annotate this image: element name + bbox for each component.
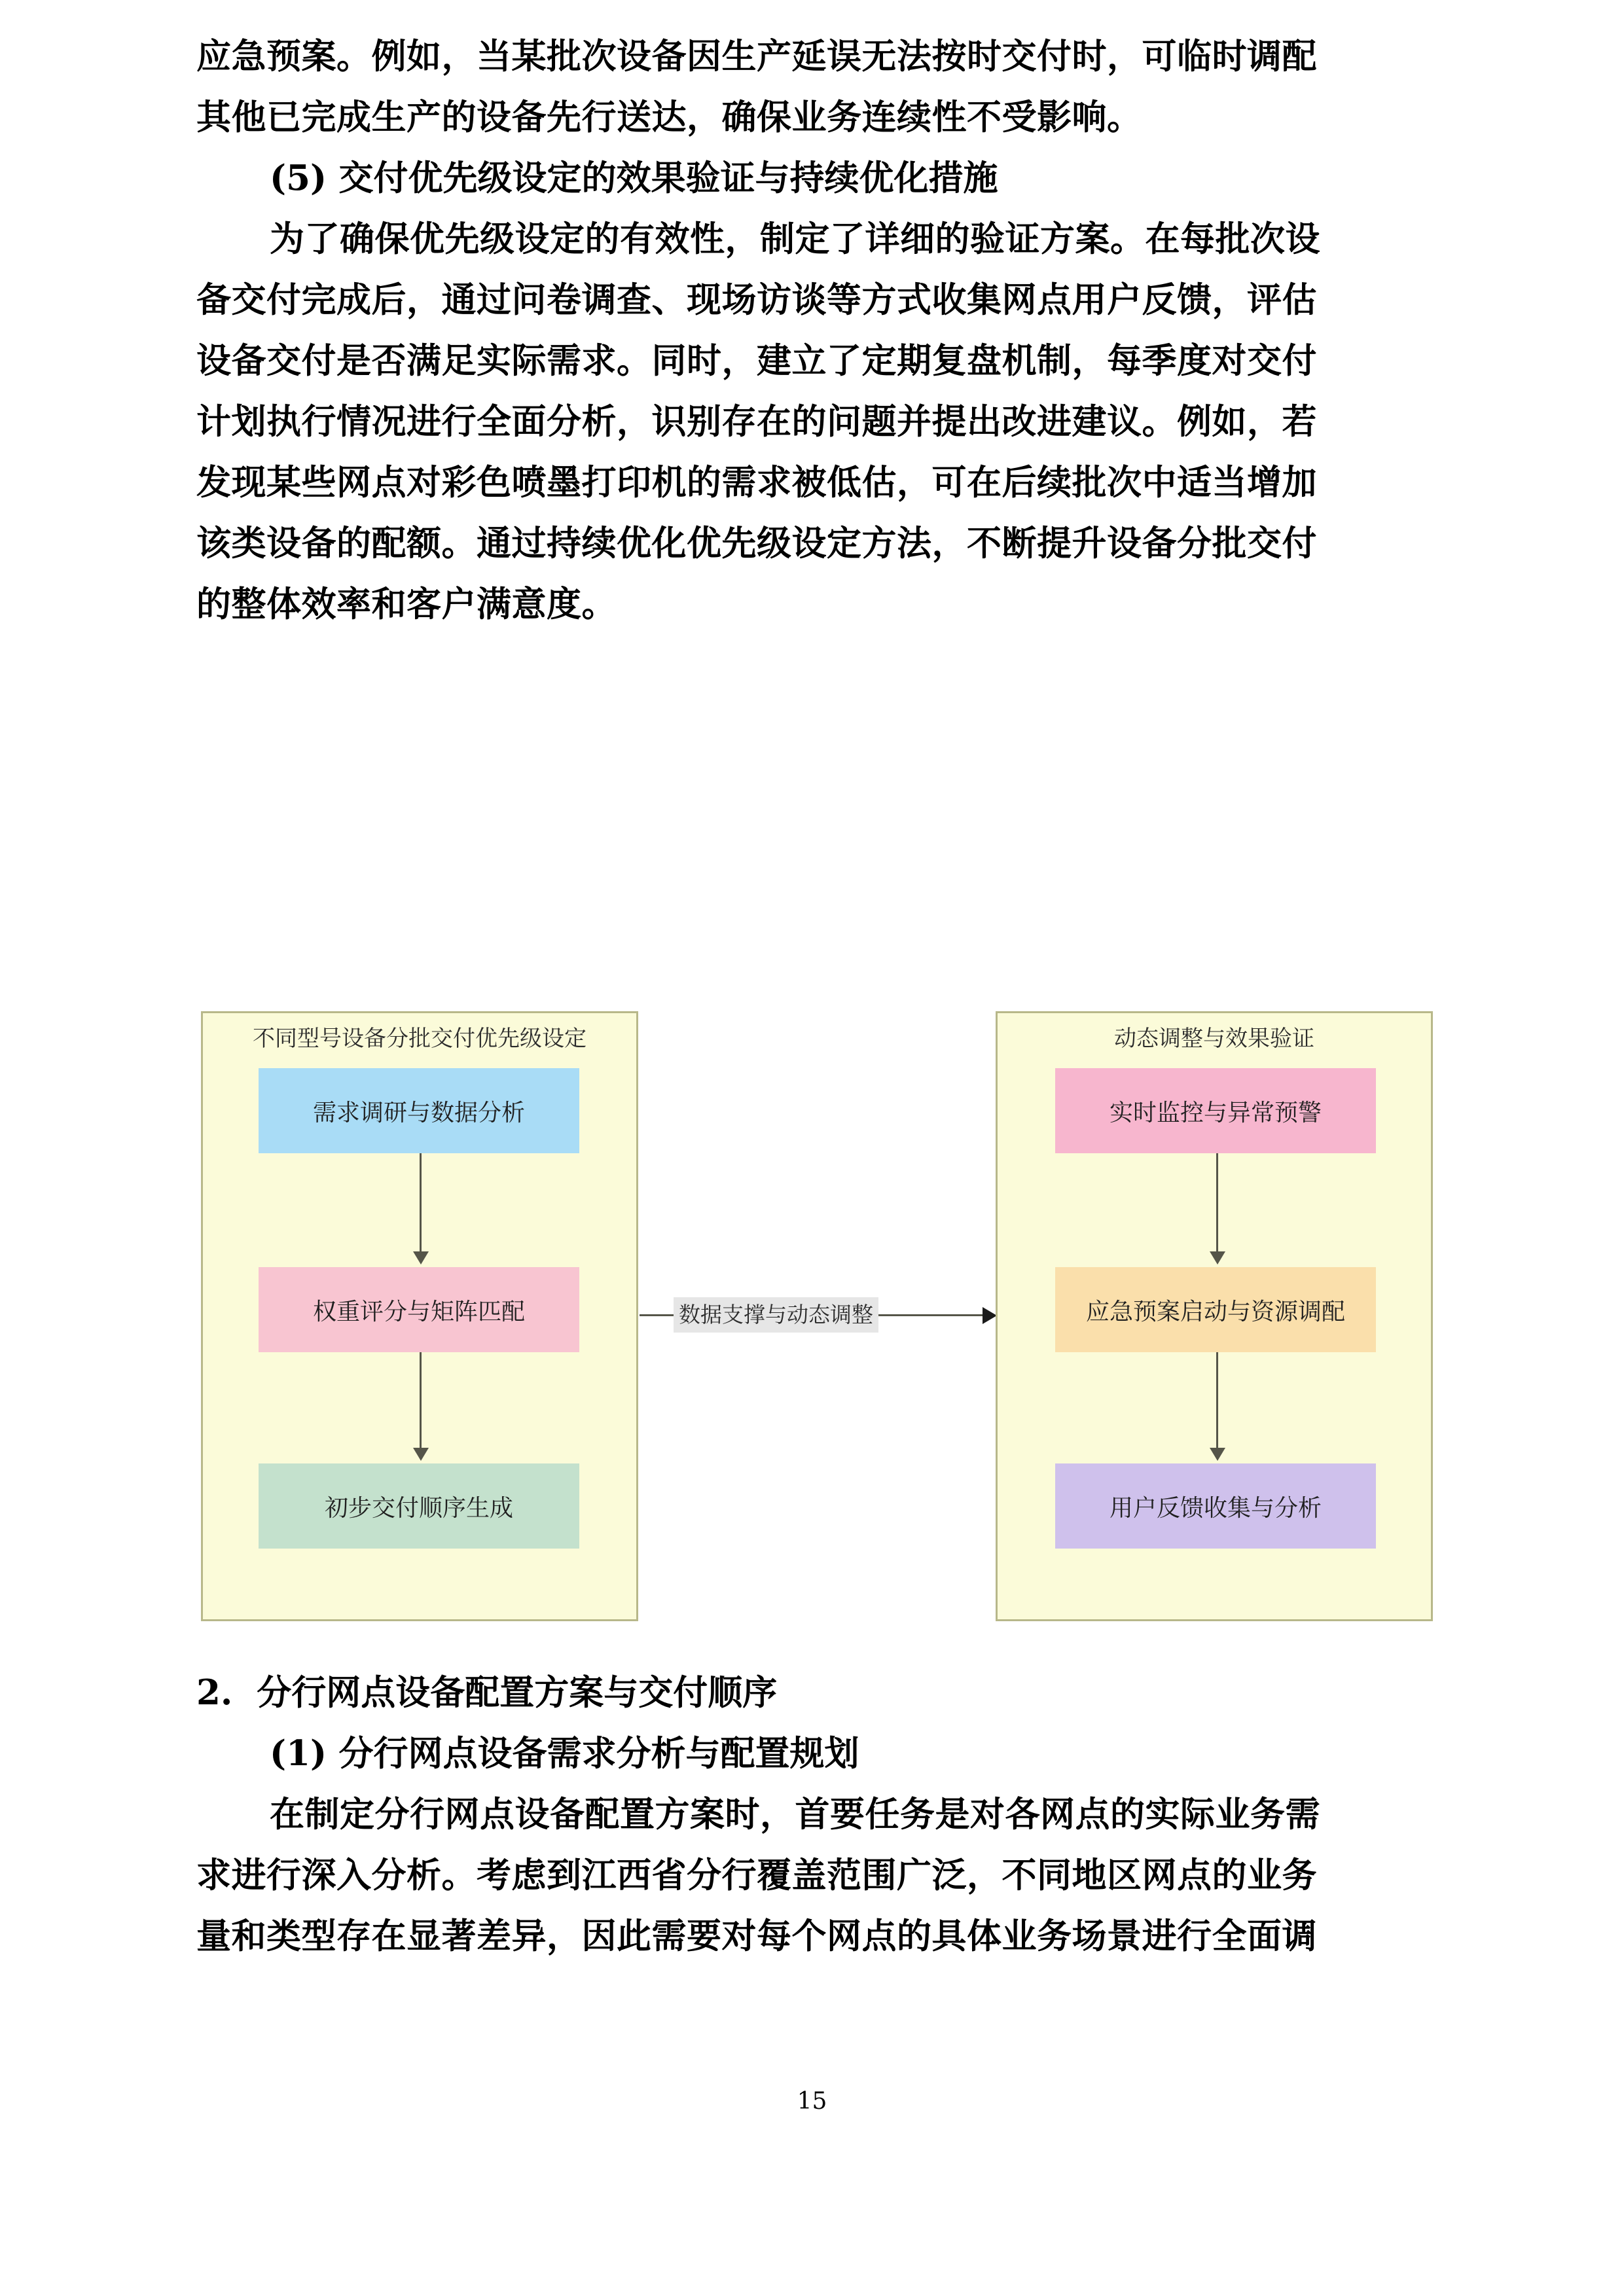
flowchart-panel-left — [201, 1011, 638, 1621]
connector-arrowhead — [413, 1251, 429, 1265]
flow-node-user-feedback — [1055, 1463, 1376, 1549]
paragraph-line: 的整体效率和客户满意度。 — [196, 584, 617, 624]
flow-node-label: 用户反馈收集与分析 — [1109, 1494, 1322, 1522]
flow-node-label: 初步交付顺序生成 — [324, 1494, 513, 1522]
connector-line — [420, 1352, 422, 1449]
paragraph-line: 求进行深入分析。考虑到江西省分行覆盖范围广泛，不同地区网点的业务 — [196, 1855, 1317, 1895]
flow-node-label: 应急预案启动与资源调配 — [1085, 1298, 1345, 1325]
connector-line — [1216, 1153, 1218, 1253]
paragraph-line: 在制定分行网点设备配置方案时，首要任务是对各网点的实际业务需 — [270, 1794, 1320, 1835]
connector-arrowhead — [1210, 1251, 1225, 1265]
paragraph-line: 计划执行情况进行全面分析，识别存在的问题并提出改进建议。例如，若 — [196, 401, 1317, 442]
paragraph-line: 其他已完成生产的设备先行送达，确保业务连续性不受影响。 — [196, 97, 1142, 137]
connector-label: 数据支撑与动态调整 — [674, 1297, 878, 1333]
section-heading-2: 2. 分行网点设备配置方案与交付顺序 — [196, 1672, 778, 1713]
paragraph-line: 应急预案。例如，当某批次设备因生产延误无法按时交付时，可临时调配 — [196, 36, 1317, 77]
paragraph-line: 设备交付是否满足实际需求。同时，建立了定期复盘机制，每季度对交付 — [196, 340, 1317, 381]
flow-node-label: 实时监控与异常预警 — [1109, 1099, 1322, 1126]
document-body-continued — [196, 1662, 1427, 1967]
connector-arrowhead — [1210, 1448, 1225, 1461]
page-number: 15 — [797, 2088, 827, 2115]
paragraph-line: 备交付完成后，通过问卷调查、现场访谈等方式收集网点用户反馈，评估 — [196, 279, 1317, 320]
document-body — [196, 26, 1427, 635]
flow-node-initial-delivery-order — [259, 1463, 579, 1549]
connector-line — [420, 1153, 422, 1253]
panel-title-right: 动态调整与效果验证 — [1114, 1026, 1314, 1052]
paragraph-line: 该类设备的配额。通过持续优化优先级设定方法，不断提升设备分批交付 — [196, 523, 1317, 564]
connector-arrowhead — [983, 1307, 997, 1324]
flowchart-panel-right — [996, 1011, 1433, 1621]
subsection-heading-1: (1) 分行网点设备需求分析与配置规划 — [270, 1733, 859, 1774]
paragraph-line: 为了确保优先级设定的有效性，制定了详细的验证方案。在每批次设 — [270, 219, 1320, 259]
flow-node-label: 需求调研与数据分析 — [312, 1099, 525, 1126]
flow-node-label: 权重评分与矩阵匹配 — [312, 1298, 525, 1325]
paragraph-line: 发现某些网点对彩色喷墨打印机的需求被低估，可在后续批次中适当增加 — [196, 462, 1317, 503]
flowchart-figure — [200, 1011, 1437, 1623]
paragraph-line: 量和类型存在显著差异，因此需要对每个网点的具体业务场景进行全面调 — [196, 1916, 1317, 1956]
flow-node-emergency-plan — [1055, 1267, 1376, 1352]
panel-title-left: 不同型号设备分批交付优先级设定 — [253, 1026, 586, 1052]
cross-panel-connector — [640, 1293, 997, 1338]
subsection-heading-5: (5) 交付优先级设定的效果验证与持续优化措施 — [270, 158, 998, 198]
flow-node-weight-scoring — [259, 1267, 579, 1352]
connector-line — [1216, 1352, 1218, 1449]
flow-node-realtime-monitoring — [1055, 1068, 1376, 1153]
flow-node-requirements-research — [259, 1068, 579, 1153]
connector-arrowhead — [413, 1448, 429, 1461]
